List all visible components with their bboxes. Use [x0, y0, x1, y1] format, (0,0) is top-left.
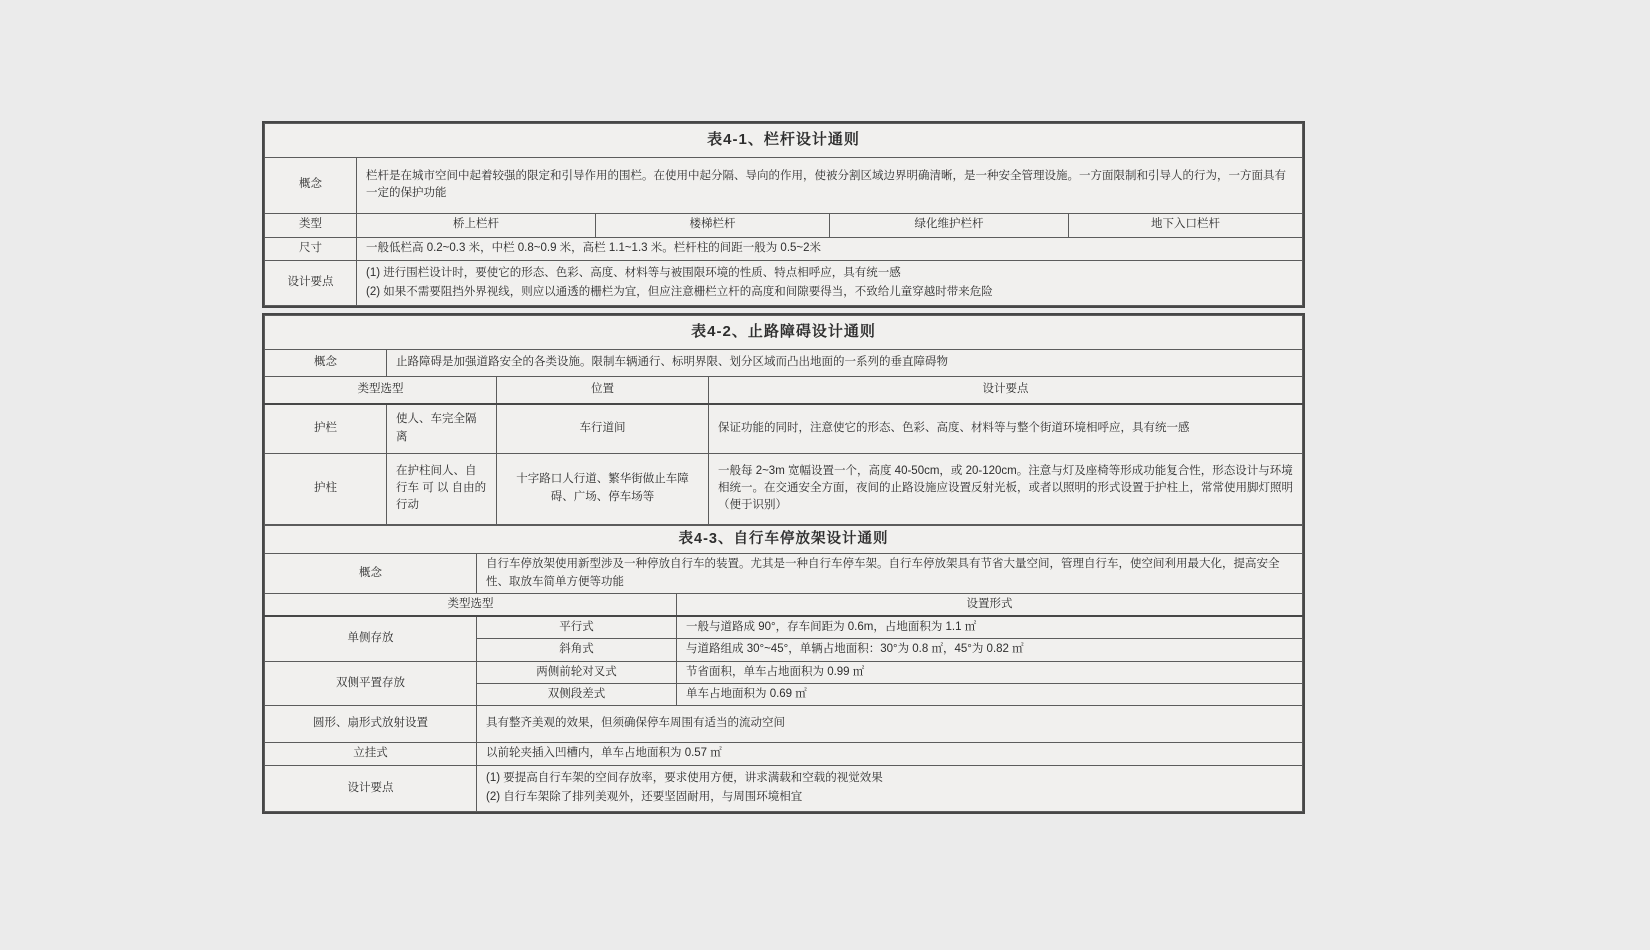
concept-label: 概念 [265, 157, 357, 213]
size-text: 一般低栏高 0.2~0.3 米，中栏 0.8~0.9 米，高栏 1.1~1.3 米。栏杆柱的间距一般为 0.5~2米 [357, 237, 1303, 260]
table-row [265, 376, 1303, 404]
row-type: 护柱 [265, 453, 387, 524]
simple-row-text: 以前轮夹插入凹槽内，单车占地面积为 0.57 ㎡ [477, 743, 1303, 766]
table-row [265, 124, 1303, 158]
barrier-table [264, 315, 1303, 525]
subrow-form: 一般与道路成 90°，存车间距为 0.6m，占地面积为 1.1 ㎡ [677, 616, 1303, 639]
subrow-style: 两侧前轮对叉式 [477, 661, 677, 683]
type-cell: 绿化维护栏杆 [830, 213, 1069, 237]
row-location: 车行道间 [497, 404, 709, 454]
row-desc: 使人、车完全隔离 [387, 404, 497, 454]
bike-rack-table [264, 525, 1303, 812]
table-title: 表4-3、自行车停放架设计通则 [265, 525, 1303, 554]
group-name: 单侧存放 [265, 616, 477, 661]
table-row [265, 661, 1303, 683]
row-type: 护栏 [265, 404, 387, 454]
row-location: 十字路口人行道、繁华街做止车障碍、广场、停车场等 [497, 453, 709, 524]
table-4-2-and-4-3 [262, 313, 1305, 814]
column-header-type: 类型选型 [265, 593, 677, 616]
subrow-style: 斜角式 [477, 639, 677, 661]
type-cell: 楼梯栏杆 [596, 213, 830, 237]
table-row [265, 525, 1303, 554]
table-row [265, 616, 1303, 639]
simple-row-label: 圆形、扇形式放射设置 [265, 706, 477, 743]
type-cell: 桥上栏杆 [357, 213, 596, 237]
table-row [265, 706, 1303, 743]
point-item: (1) 要提高自行车架的空间存放率，要求使用方便，讲求满载和空载的视觉效果 [486, 772, 883, 784]
table-row [265, 316, 1303, 350]
points-cell [357, 260, 1303, 306]
point-item: (2) 如果不需要阻挡外界视线，则应以通透的栅栏为宜，但应注意栅栏立杆的高度和间隙要得当，不致给儿童穿越时带来危险 [366, 285, 993, 298]
points-cell [477, 766, 1303, 812]
subrow-form: 与道路组成 30°~45°，单辆占地面积：30°为 0.8 ㎡，45°为 0.82 ㎡ [677, 639, 1303, 661]
table-title: 表4-1、栏杆设计通则 [265, 124, 1303, 158]
table-row [265, 743, 1303, 766]
subrow-form: 节省面积，单车占地面积为 0.99 ㎡ [677, 661, 1303, 683]
type-label: 类型 [265, 213, 357, 237]
concept-label: 概念 [265, 349, 387, 376]
concept-label: 概念 [265, 554, 477, 594]
simple-row-text: 具有整齐美观的效果，但须确保停车周围有适当的流动空间 [477, 706, 1303, 743]
table-4-1-railing-design [262, 121, 1305, 308]
concept-text: 止路障碍是加强道路安全的各类设施。限制车辆通行、标明界限、划分区域而凸出地面的一系列的垂直障碍物 [387, 349, 1303, 376]
concept-text: 栏杆是在城市空间中起着较强的限定和引导作用的围栏。在使用中起分隔、导向的作用，使被分割区域边界明确清晰，是一种安全管理设施。一方面限制和引导人的行为，一方面具有一定的保护功能 [357, 157, 1303, 213]
table-row [265, 593, 1303, 616]
table-row [265, 237, 1303, 260]
simple-row-label: 立挂式 [265, 743, 477, 766]
row-points: 保证功能的同时，注意使它的形态、色彩、高度、材料等与整个街道环境相呼应，具有统一感 [709, 404, 1303, 454]
table-row [265, 453, 1303, 524]
table-row [265, 260, 1303, 306]
points-label: 设计要点 [265, 766, 477, 812]
subrow-style: 双侧段差式 [477, 683, 677, 705]
column-header-location: 位置 [497, 376, 709, 404]
point-item: (1) 进行围栏设计时，要使它的形态、色彩、高度、材料等与被围限环境的性质、特点相呼应，具有统一感 [366, 266, 901, 279]
size-label: 尺寸 [265, 237, 357, 260]
table-row [265, 213, 1303, 237]
subrow-style: 平行式 [477, 616, 677, 639]
column-header-type: 类型选型 [265, 376, 497, 404]
concept-text: 自行车停放架使用新型涉及一种停放自行车的装置。尤其是一种自行车停车架。自行车停放架具有节省大量空间，管理自行车，使空间利用最大化，提高安全性、取放车简单方便等功能 [477, 554, 1303, 594]
table-row [265, 554, 1303, 594]
column-header-points: 设计要点 [709, 376, 1303, 404]
railing-table [264, 123, 1303, 306]
table-title: 表4-2、止路障碍设计通则 [265, 316, 1303, 350]
row-points: 一般每 2~3m 宽幅设置一个，高度 40-50cm，或 20-120cm。注意与灯及座椅等形成功能复合性，形态设计与环境相统一。在交通安全方面，夜间的止路设施应设置反射光板，或者以照明的形式设置于护柱上，常常使用脚灯照明（便于识别） [709, 453, 1303, 524]
type-cell: 地下入口栏杆 [1069, 213, 1303, 237]
points-label: 设计要点 [265, 260, 357, 306]
column-header-form: 设置形式 [677, 593, 1303, 616]
subrow-form: 单车占地面积为 0.69 ㎡ [677, 683, 1303, 705]
group-name: 双侧平置存放 [265, 661, 477, 706]
point-item: (2) 自行车架除了排列美观外，还要坚固耐用，与周围环境相宜 [486, 791, 803, 804]
table-row [265, 157, 1303, 213]
table-row [265, 766, 1303, 812]
table-row [265, 404, 1303, 454]
table-row [265, 349, 1303, 376]
row-desc: 在护柱间人、自行车 可 以 自由的行动 [387, 453, 497, 524]
